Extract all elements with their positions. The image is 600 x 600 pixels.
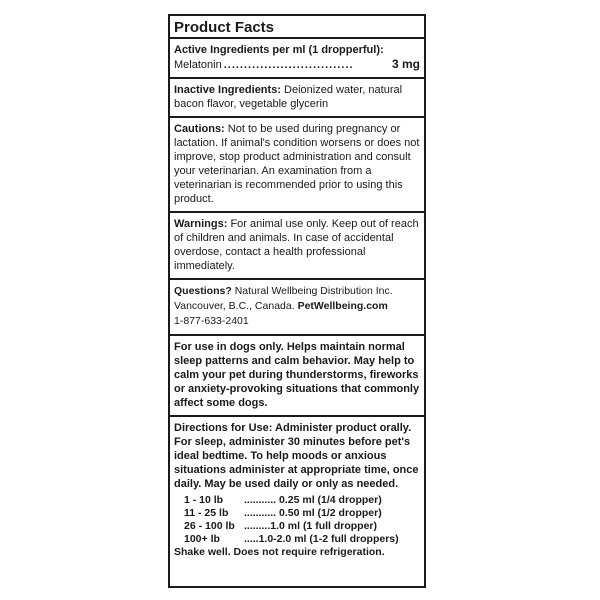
panel-title: Product Facts [170, 16, 424, 39]
warnings-text: For animal use only. Keep out of reach of children and animals. In case of accidental overdose, contact a health professional immediately. [174, 218, 419, 272]
dosage-table [174, 494, 420, 546]
cautions-heading: Cautions: [174, 123, 225, 135]
active-ingredient-row [174, 57, 420, 72]
inactive-ingredients-heading: Inactive Ingredients: [174, 84, 281, 96]
dosage-weight: 1 - 10 lb [184, 494, 224, 506]
dosage-weight: 26 - 100 lb [184, 520, 235, 532]
company-website: PetWellbeing.com [297, 300, 388, 312]
cautions-text: Not to be used during pregnancy or lactation. If animal's condition worsens or does not improve, stop product administration and consult your veterinarian. An examination from a veterinarian is recommended prior to using this product. [174, 123, 420, 205]
active-ingredients-heading: Active Ingredients per ml (1 dropperful): [174, 44, 384, 56]
directions-text: Directions for Use: Administer product orally. For sleep, administer 30 minutes before pet's ideal bedtime. To help moods or anxious situations administer at appropriate time, once daily. May be used daily or only as needed. [174, 422, 419, 490]
company-name: Natural Wellbeing Distribution Inc. [234, 285, 393, 297]
dosage-amount: .........1.0 ml (1 full dropper) [244, 520, 378, 532]
directions-section [170, 417, 424, 564]
inactive-ingredients-section [170, 79, 424, 118]
dosage-amount: ........... 0.50 ml (1/2 dropper) [244, 507, 382, 519]
storage-note: Shake well. Does not require refrigeration. [174, 546, 385, 558]
warnings-section [170, 213, 424, 280]
questions-heading: Questions? [174, 285, 232, 297]
dosage-amount: ........... 0.25 ml (1/4 dropper) [244, 494, 382, 506]
usage-section: For use in dogs only. Helps maintain normal sleep patterns and calm behavior. May help to calm your pet during thunderstorms, fireworks or anxiety-provoking situations that commonly affect some dogs. [170, 336, 424, 417]
questions-section [170, 280, 424, 336]
leader-dots: ................................ [223, 59, 354, 71]
dosage-weight: 100+ lb [184, 533, 220, 545]
dosage-weight: 11 - 25 lb [184, 507, 229, 519]
active-ingredient-amount: 3 mg [391, 57, 420, 71]
inactive-ingredients-text: Deionized water, natural bacon flavor, vegetable glycerin [174, 84, 403, 110]
cautions-section [170, 118, 424, 213]
dosage-row [174, 507, 420, 520]
dosage-amount: .....1.0-2.0 ml (1-2 full droppers) [244, 533, 399, 545]
active-ingredients-section [170, 39, 424, 79]
product-facts-panel [168, 14, 426, 588]
dosage-row [174, 520, 420, 533]
dosage-row [174, 494, 420, 507]
company-location: Vancouver, B.C., Canada. [174, 300, 295, 312]
dosage-row [174, 533, 420, 546]
warnings-heading: Warnings: [174, 218, 228, 230]
active-ingredient-name: Melatonin [174, 59, 222, 71]
company-phone: 1-877-633-2401 [174, 315, 249, 327]
